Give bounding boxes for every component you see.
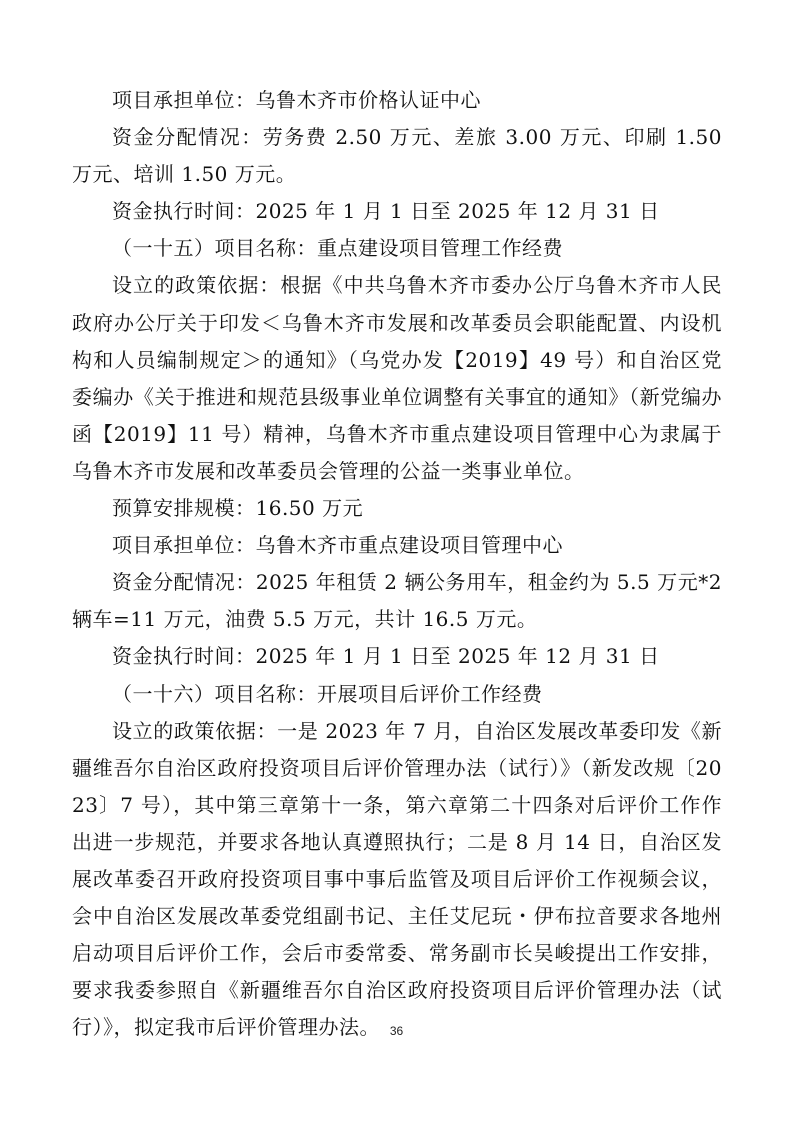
paragraph-budget-scale-15: 预算安排规模：16.50 万元 <box>112 496 364 521</box>
paragraph-execution-time-price-center: 资金执行时间：2025 年 1 月 1 日至 2025 年 12 月 31 日 <box>112 199 660 224</box>
paragraph-execution-time-15: 资金执行时间：2025 年 1 月 1 日至 2025 年 12 月 31 日 <box>112 644 660 669</box>
page-number: 36 <box>389 1024 404 1038</box>
paragraph-undertaking-unit-price-center: 项目承担单位：乌鲁木齐市价格认证中心 <box>112 88 481 112</box>
document-body <box>72 82 722 1046</box>
paragraph-policy-basis-16: 设立的政策依据：一是 2023 年 7 月，自治区发展改革委印发《新疆维吾尔自治区政府投资项目后评价管理办法（试行）》（新发改规〔2023〕7 号），其中第三章第十一条，第六章第二十四条对后评价工作作出进一步规范，并要求各地认真遵照执行；二是 8 月 14 日，自治区发展改革委召开政府投资项目事中事后监管及项目后评价工作视频会议，会中自治区发展改革委党组副书记、主任艾尼玩・伊布拉音要求各地州启动项目后评价工作，会后市委常委、常务副市长吴峻提出工作安排，要求我委参照自《新疆维吾尔自治区政府投资项目后评价管理办法（试行）》，拟定我市后评价管理办法。 <box>72 718 722 1040</box>
paragraph-undertaking-unit-15: 项目承担单位：乌鲁木齐市重点建设项目管理中心 <box>112 533 563 558</box>
paragraph-project-heading-15: （一十五）项目名称：重点建设项目管理工作经费 <box>112 236 563 261</box>
paragraph-policy-basis-15: 设立的政策依据：根据《中共乌鲁木齐市委办公厅乌鲁木齐市人民政府办公厅关于印发＜乌鲁木齐市发展和改革委员会职能配置、内设机构和人员编制规定＞的通知》（乌党办发【2019】49 号）和自治区党委编办《关于推进和规范县级事业单位调整有关事宜的通知》（新党编办函【2019】11 号）精神，乌鲁木齐市重点建设项目管理中心为隶属于乌鲁木齐市发展和改革委员会管理的公益一类事业单位。 <box>72 273 722 483</box>
paragraph-project-heading-16: （一十六）项目名称：开展项目后评价工作经费 <box>112 681 543 706</box>
paragraph-fund-allocation-price-center: 资金分配情况：劳务费 2.50 万元、差旅 3.00 万元、印刷 1.50 万元、培训 1.50 万元。 <box>72 125 722 187</box>
paragraph-fund-allocation-15: 资金分配情况：2025 年租赁 2 辆公务用车，租金约为 5.5 万元*2 辆车=11 万元，油费 5.5 万元，共计 16.5 万元。 <box>72 570 722 632</box>
